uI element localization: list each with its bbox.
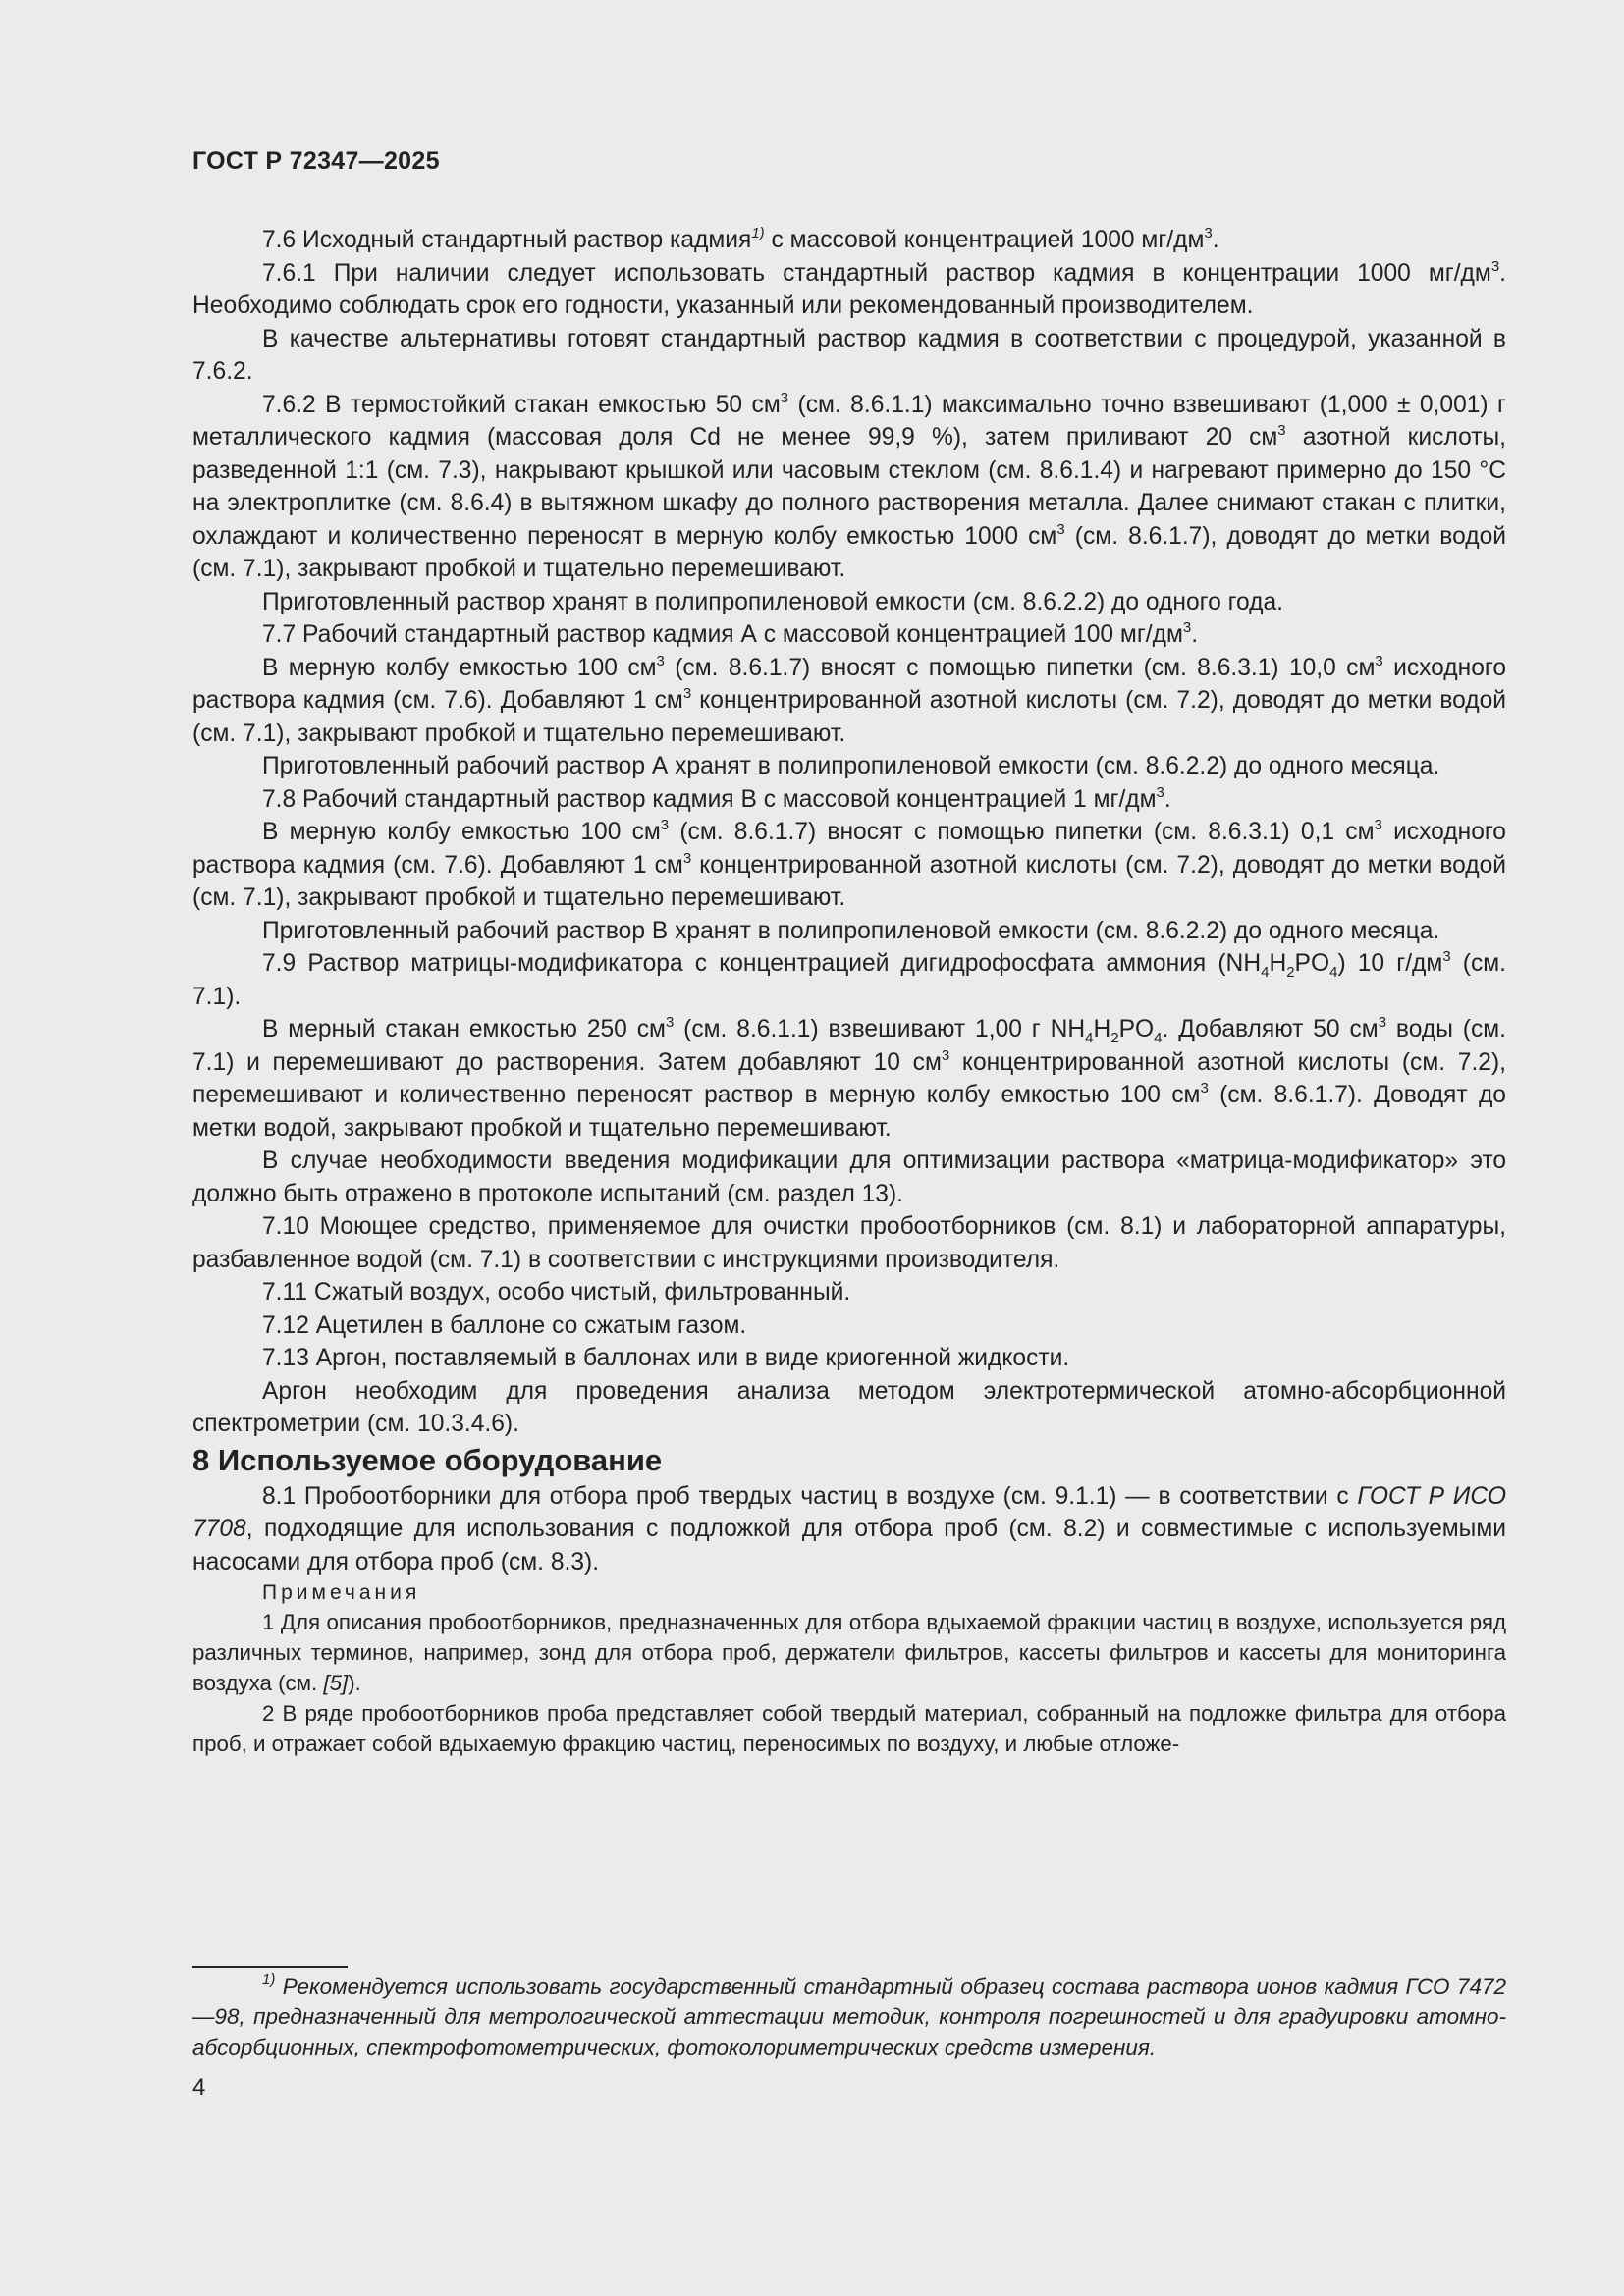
footnote [192, 1971, 1506, 2062]
page-number: 4 [192, 2074, 206, 2101]
document-body [192, 224, 1506, 1759]
note-2: 2 В ряде пробоотборников проба представляет собой твердый материал, собранный на подложке фильтра для отбора проб, и отражает собой вдыхаемую фракцию частиц, переносимых по воздуху, и любые отложе- [192, 1701, 1506, 1756]
paragraph-modification: В случае необходимости введения модификации для оптимизации раствора «матрица-модификатор» это должно быть отражено в протоколе испытаний (см. раздел 13). [192, 1148, 1506, 1207]
footnote-text: Рекомендуется использовать государственный стандартный образец состава раствора ионов кадмия ГСО 7472—98, предназначенный для метрологической аттестации методик, контроля погрешностей и для градуировки атомно-абсорбционных, спектрофотометрических, фотоколориметрических средств измерения. [192, 1974, 1506, 2059]
paragraph-8-1: 8.1 Пробоотборники для отбора проб твердых частиц в воздухе (см. 9.1.1) — в соответствии с ГОСТ Р ИСО 7708, подходящие для использования с подложкой для отбора проб (см. 8.2) и совместимые с используемыми насосами для отбора проб (см. 8.3). [192, 1482, 1506, 1575]
paragraph-alternative: В качестве альтернативы готовят стандартный раствор кадмия в соответствии с процедурой, указанной в 7.6.2. [192, 325, 1506, 385]
paragraph-7-8: 7.8 Рабочий стандартный раствор кадмия В с массовой концентрацией 1 $мг/дм^3$. [262, 783, 1171, 813]
paragraph-storage-1: Приготовленный раствор хранят в полипропиленовой емкости (см. 8.6.2.2) до одного года. [262, 588, 1284, 615]
bibliography-reference-link[interactable]: [5] [323, 1671, 349, 1695]
paragraph-argon: Аргон необходим для проведения анализа методом электротермической атомно-абсорбционной спектрометрии (см. 10.3.4.6). [192, 1377, 1506, 1437]
document-code-header: ГОСТ Р 72347—2025 [192, 147, 440, 175]
paragraph-7-6: 7.6 Исходный стандартный раствор кадмия$^{1)}$ с массовой концентрацией 1000 $мг/дм^3$. [262, 225, 1219, 253]
paragraph-7-11: 7.11 Сжатый воздух, особо чистый, фильтрованный. [262, 1279, 851, 1306]
paragraph-storage-b: Приготовленный рабочий раствор В хранят в полипропиленовой емкости (см. 8.6.2.2) до одного месяца. [262, 917, 1440, 944]
paragraph-7-7-method: В мерную колбу емкостью 100 $см^3$ (см. 8.6.1.7) вносят с помощью пипетки (см. 8.6.3.1) 10,0 $см^3$ исходного раствора кадмия (см. 7.6). Добавляют 1 $см^3$ концентрированной азотной кислоты (см. 7.2), доводят до метки водой (см. 7.1), закрывают пробкой и тщательно перемешивают. [192, 652, 1507, 747]
standard-reference-link[interactable]: ГОСТ Р ИСО 7708 [192, 1482, 1506, 1542]
footnote-marker: 1) [262, 1971, 276, 1988]
footnote-ref[interactable]: 1) [751, 225, 765, 241]
paragraph-7-8-method: В мерную колбу емкостью 100 $см^3$ (см. 8.6.1.7) вносят с помощью пипетки (см. 8.6.3.1) 0,1 $см^3$ исходного раствора кадмия (см. 7.6). Добавляют 1 $см^3$ концентрированной азотной кислоты (см. 7.2), доводят до метки водой (см. 7.1), закрывают пробкой и тщательно перемешивают. [192, 817, 1507, 911]
paragraph-storage-a: Приготовленный рабочий раствор А хранят в полипропиленовой емкости (см. 8.6.2.2) до одного месяца. [262, 753, 1440, 779]
paragraph-7-9-method: В мерный стакан емкостью 250 $см^3$ (см. 8.6.1.1) взвешивают 1,00 г $NH_4H_2PO_4$. Добавляют 50 $см^3$ воды (см. 7.1) и перемешивают до растворения. Затем добавляют 10 $см^3$ концентрированной азотной кислоты (см. 7.2), перемешивают и количественно переносят раствор в мерную колбу емкостью 100 $см^3$ (см. 8.6.1.7). Доводят до метки водой, закрывают пробкой и тщательно перемешивают. [192, 1014, 1506, 1142]
paragraph-7-10: 7.10 Моющее средство, применяемое для очистки пробоотборников (см. 8.1) и лабораторной аппаратуры, разбавленное водой (см. 7.1) в соответствии с инструкциями производителя. [192, 1213, 1506, 1273]
notes-label: Примечания [262, 1581, 421, 1604]
note-1: 1 Для описания пробоотборников, предназначенных для отбора вдыхаемой фракции частиц в воздухе, используется ряд различных терминов, например, зонд для отбора проб, держатели фильтров, кассеты фильтров и кассеты для мониторинга воздуха (см. [5]). [192, 1610, 1506, 1695]
footnote-divider [192, 1966, 348, 1968]
paragraph-7-9: 7.9 Раствор матрицы-модификатора с концентрацией дигидрофосфата аммония $(NH_4H_2PO_4)$ 10 $г/дм^3$ (см. 7.1). [192, 948, 1507, 1010]
paragraph-7-7: 7.7 Рабочий стандартный раствор кадмия А с массовой концентрацией 100 $мг/дм^3$. [262, 619, 1199, 648]
section-8-title: 8 Используемое оборудование [192, 1442, 663, 1477]
paragraph-7-6-1: 7.6.1 При наличии следует использовать стандартный раствор кадмия в концентрации 1000 $мг/дм^3$. Необходимо соблюдать срок его годности, указанный или рекомендованный производителем. [192, 257, 1506, 319]
paragraph-7-6-2: 7.6.2 В термостойкий стакан емкостью 50 $см^3$ (см. 8.6.1.1) максимально точно взвешивают (1,000 ± 0,001) г металлического кадмия (массовая доля Cd не менее 99,9 %), затем приливают 20 $см^3$ азотной кислоты, разведенной 1:1 (см. 7.3), накрывают крышкой или часовым стеклом (см. 8.6.1.4) и нагревают примерно до 150 °С на электроплитке (см. 8.6.4) в вытяжном шкафу до полного растворения металла. Далее снимают стакан с плитки, охлаждают и количественно переносят в мерную колбу емкостью 1000 $см^3$ (см. 8.6.1.7), доводят до метки водой (см. 7.1), закрывают пробкой и тщательно перемешивают. [192, 389, 1507, 582]
paragraph-7-13: 7.13 Аргон, поставляемый в баллонах или в виде криогенной жидкости. [262, 1345, 1070, 1371]
paragraph-7-12: 7.12 Ацетилен в баллоне со сжатым газом. [262, 1311, 747, 1339]
